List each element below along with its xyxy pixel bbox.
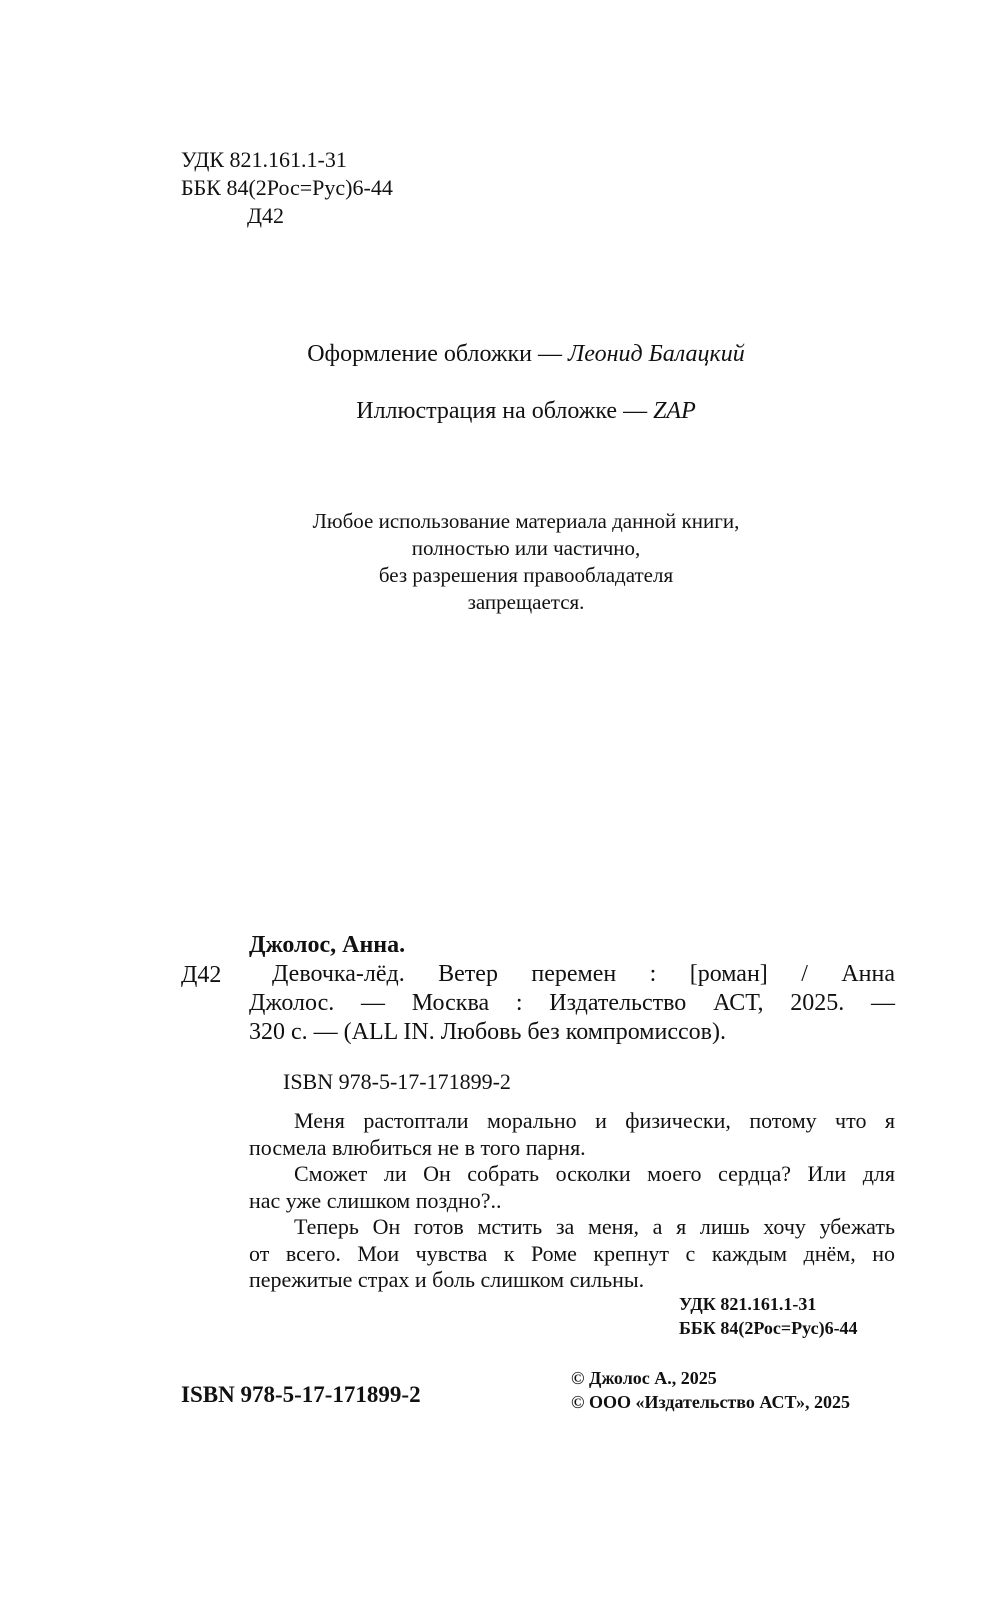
annotation [249, 1108, 895, 1294]
annotation-line: пережитые страх и боль слишком сильны. [249, 1267, 645, 1292]
notice-line: Любое использование материала данной книги, [312, 509, 740, 533]
copyright-publisher: © ООО «Издательство АСТ», 2025 [571, 1392, 851, 1412]
cover-design-credit [26, 339, 1000, 369]
annotation-line: Меня растоптали морально и физически, потому что я [294, 1108, 895, 1133]
notice-line: полностью или частично, [411, 536, 641, 560]
isbn-footer: ISBN 978-5-17-171899-2 [181, 1382, 421, 1407]
cover-design-label: Оформление обложки — [307, 341, 568, 367]
cover-design-name: Леонид Балацкий [567, 341, 745, 367]
bbk-code-top: ББК 84(2Рос=Рус)6-44 [181, 175, 393, 200]
illustration-credit [26, 396, 1000, 426]
notice-line: без разрешения правообладателя [378, 563, 674, 587]
bibliographic-description [272, 960, 895, 989]
author-heading: Джолос, Анна. [249, 932, 406, 958]
description-line: Джолос. — Москва : Издательство АСТ, 2025. — [249, 990, 895, 1016]
description-line: 320 с. — (ALL IN. Любовь без компромиссов). [249, 1019, 726, 1045]
udk-code-top: УДК 821.161.1-31 [181, 147, 347, 172]
bbk-code-bottom: ББК 84(2Рос=Рус)6-44 [679, 1318, 858, 1338]
copyright-author: © Джолос А., 2025 [571, 1368, 717, 1388]
author-mark-top: Д42 [247, 203, 285, 228]
description-line: Девочка-лёд. Ветер перемен : [роман] / Анна [272, 961, 895, 987]
annotation-line: Сможет ли Он собрать осколки моего сердца? Или для [294, 1161, 895, 1186]
usage-notice [26, 508, 1000, 616]
udk-code-bottom: УДК 821.161.1-31 [679, 1294, 817, 1314]
annotation-line: посмела влюбиться не в того парня. [249, 1134, 586, 1160]
annotation-line: от всего. Мои чувства к Роме крепнут с каждым днём, но [249, 1240, 895, 1266]
author-mark-record: Д42 [181, 962, 222, 988]
notice-line: запрещается. [467, 590, 585, 614]
illustration-label: Иллюстрация на обложке — [356, 398, 654, 424]
illustration-name: ZAP [653, 398, 696, 424]
isbn-record: ISBN 978-5-17-171899-2 [283, 1069, 511, 1094]
annotation-line: нас уже слишком поздно?.. [249, 1187, 502, 1213]
bibliographic-description-cont [249, 989, 895, 1047]
annotation-line: Теперь Он готов мстить за меня, а я лишь хочу убежать [294, 1214, 895, 1239]
